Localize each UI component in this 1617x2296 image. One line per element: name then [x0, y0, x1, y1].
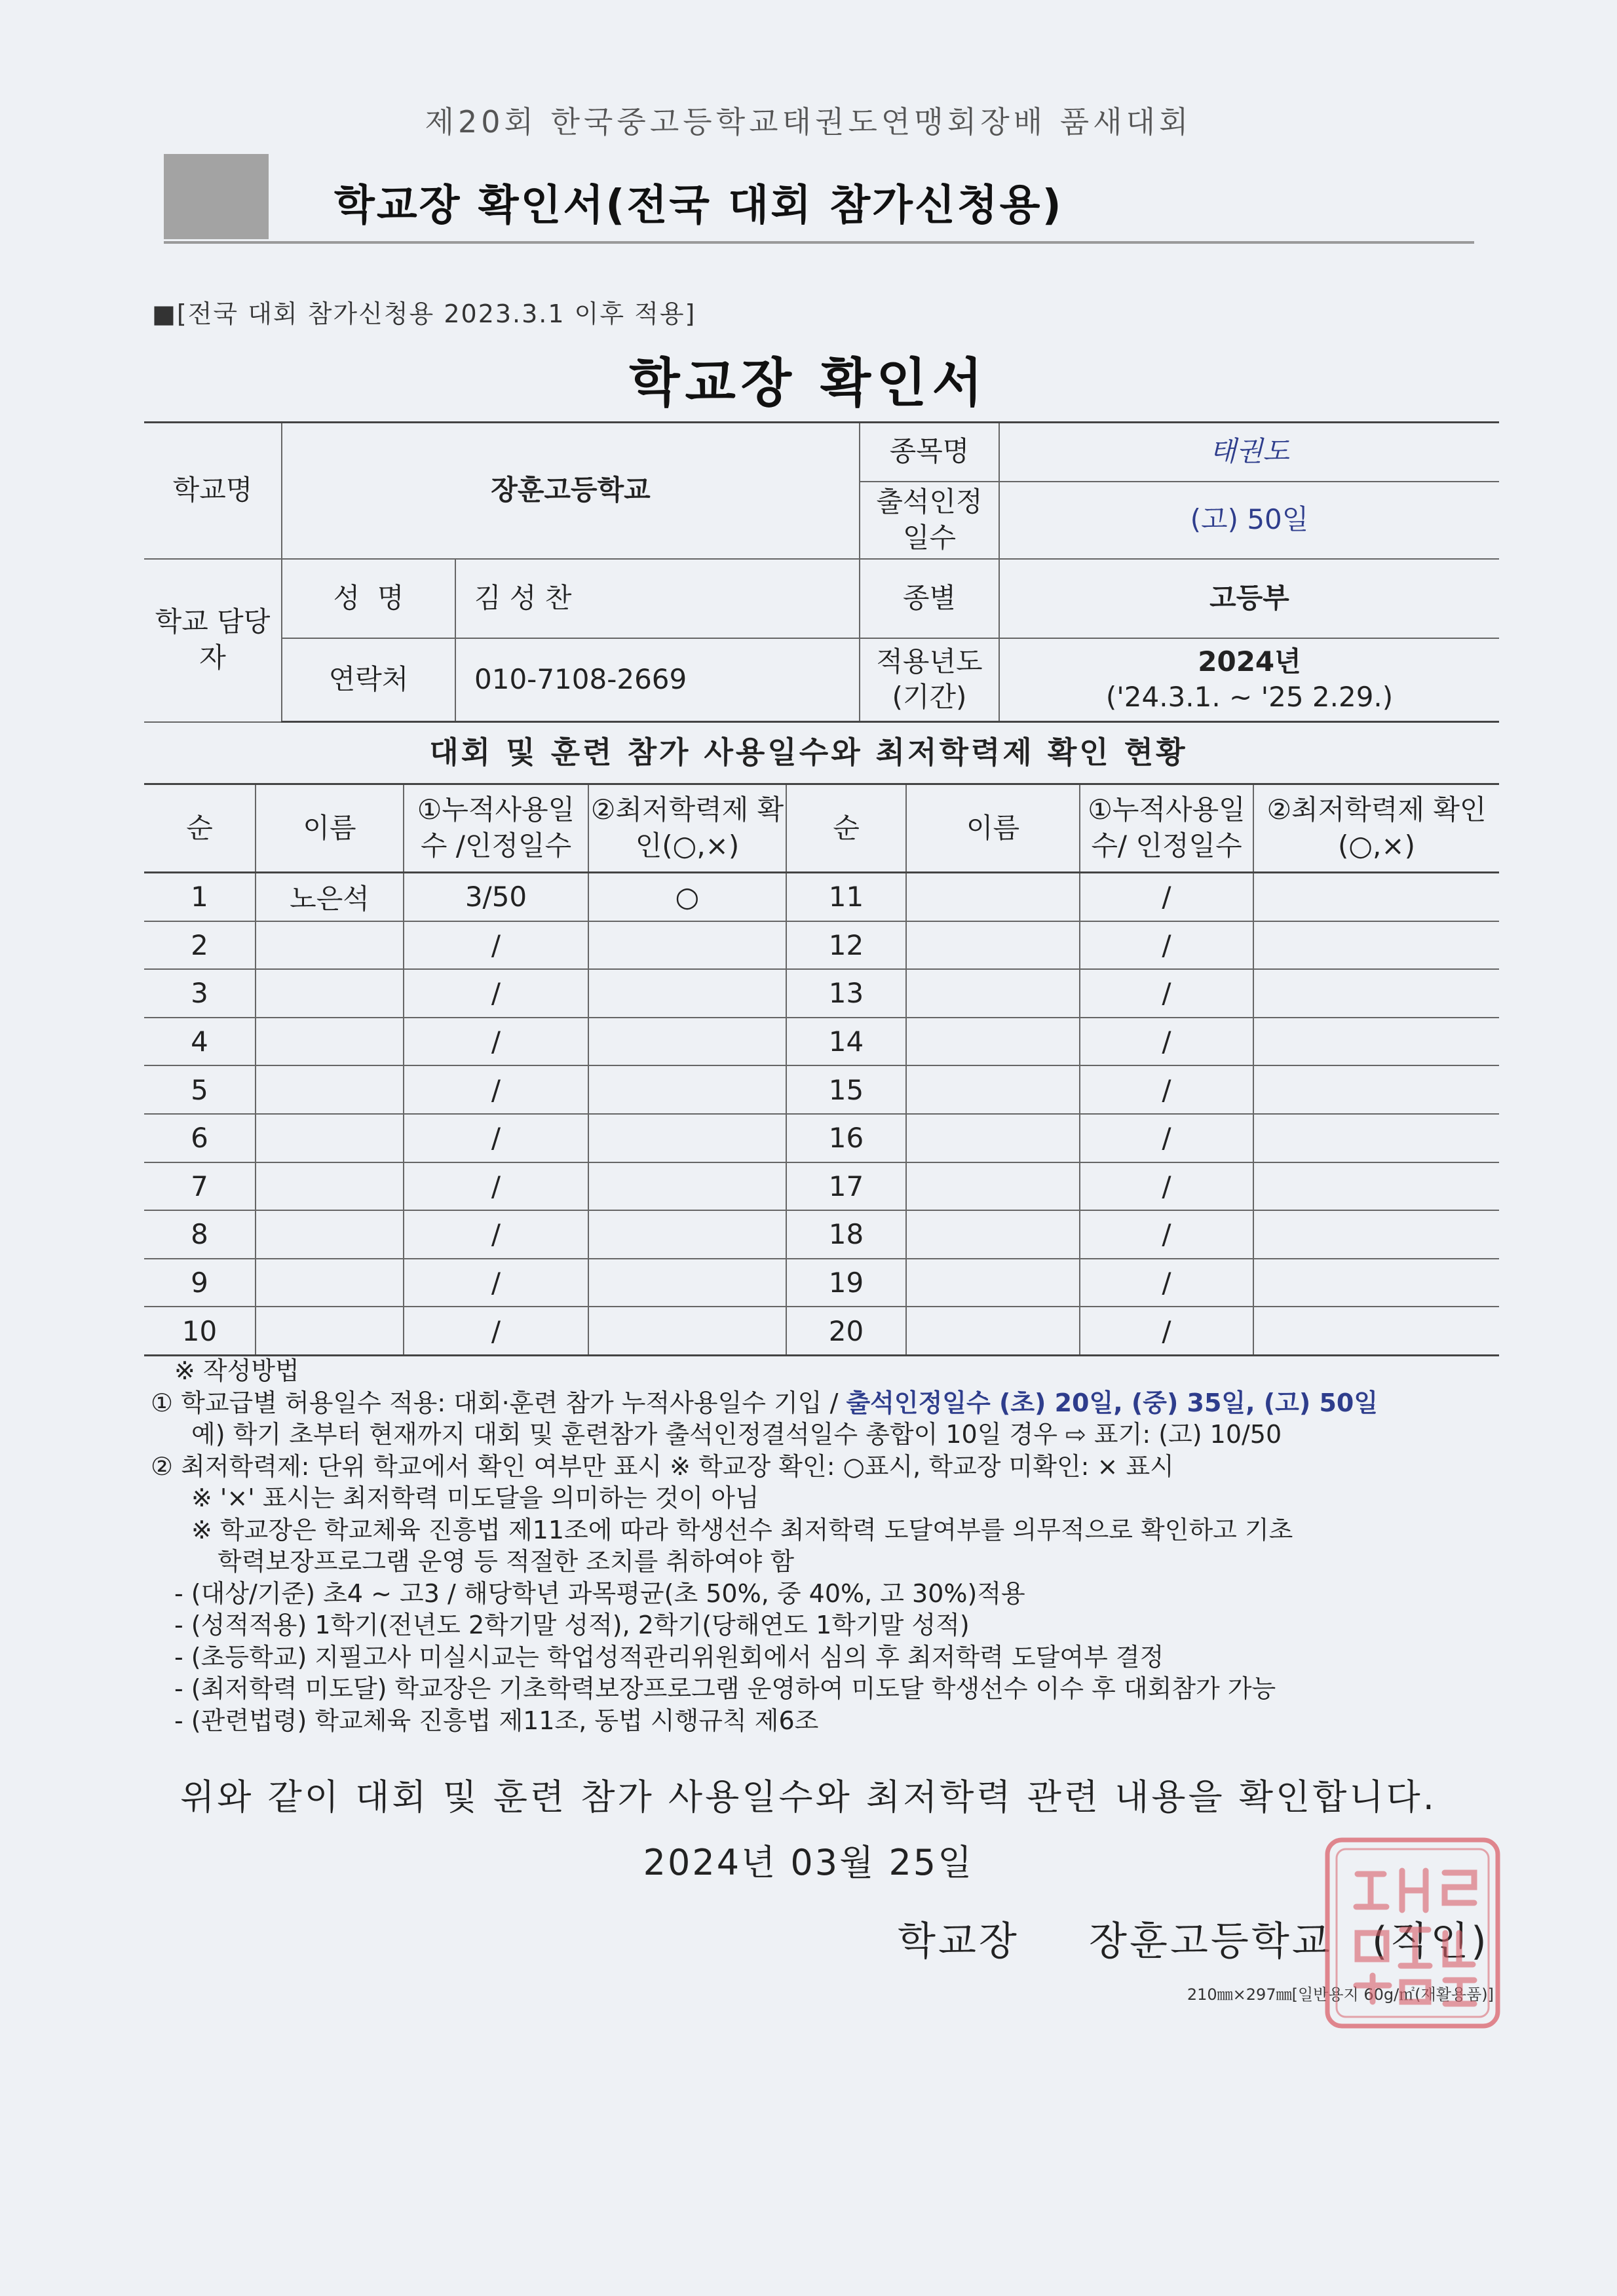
header-check-right: ②최저학력제 확인(○,×): [1253, 784, 1499, 873]
row-no-left: 6: [144, 1114, 256, 1162]
row-name-left: [256, 1307, 404, 1355]
row-days-left: /: [404, 921, 588, 970]
row-check-right: [1253, 1259, 1499, 1307]
division-label: 종별: [860, 559, 999, 638]
school-name-label: 학교명: [144, 423, 282, 559]
row-days-right: /: [1080, 1307, 1253, 1355]
attendance-label-text: 출석인정 일수: [876, 485, 983, 554]
row-no-left: 4: [144, 1018, 256, 1066]
row-name-left: [256, 921, 404, 970]
row-name-left: [256, 1210, 404, 1259]
sport-label: 종목명: [860, 423, 999, 482]
official-seal-stamp: [1323, 1835, 1502, 2031]
name-label: 성 명: [282, 559, 455, 638]
table-row: [144, 1259, 1499, 1307]
phone-value: 010-7108-2669: [455, 638, 860, 722]
row-name-left: [256, 1018, 404, 1066]
row-name-right: [906, 969, 1080, 1018]
detail-5: - (관련법령) 학교체육 진흥법 제11조, 동법 시행규칙 제6조: [174, 1706, 819, 1735]
applicable-note: ■[전국 대회 참가신청용 2023.3.1 이후 적용]: [152, 299, 696, 328]
contact-person-label: 학교 담당자: [144, 559, 282, 722]
table-row: [144, 1065, 1499, 1114]
row-no-left: 1: [144, 873, 256, 921]
division-value: 고등부: [999, 559, 1499, 638]
row-check-right: [1253, 921, 1499, 970]
row-name-left: 노은석: [256, 873, 404, 921]
name-value: 김 성 찬: [455, 559, 860, 638]
header-name-left: 이름: [256, 784, 404, 873]
row-days-right: /: [1080, 1210, 1253, 1259]
athlete-status-table: [144, 783, 1499, 1356]
row-days-left: /: [404, 1307, 588, 1355]
row-days-left: /: [404, 1114, 588, 1162]
row-check-right: [1253, 1162, 1499, 1211]
row-days-left: /: [404, 1210, 588, 1259]
attendance-label: [860, 482, 999, 559]
instructions-heading: ※ 작성방법: [174, 1356, 299, 1385]
table-row: [144, 1210, 1499, 1259]
header-no-right: 순: [786, 784, 906, 873]
row-name-right: [906, 1018, 1080, 1066]
row-no-left: 8: [144, 1210, 256, 1259]
row-no-right: 20: [786, 1307, 906, 1355]
row-days-left: /: [404, 1259, 588, 1307]
row-name-right: [906, 873, 1080, 921]
row-days-right: /: [1080, 1114, 1253, 1162]
row-no-right: 15: [786, 1065, 906, 1114]
detail-2: - (성적적용) 1학기(전년도 2학기말 성적), 2학기(당해연도 1학기말 성적): [174, 1611, 970, 1639]
row-name-right: [906, 1259, 1080, 1307]
row-name-right: [906, 1210, 1080, 1259]
row-no-left: 10: [144, 1307, 256, 1355]
row-check-left: [588, 1210, 786, 1259]
year-label: 적용년도 (기간): [860, 638, 999, 722]
table-row: [144, 1162, 1499, 1211]
row-no-right: 17: [786, 1162, 906, 1211]
row-name-left: [256, 1259, 404, 1307]
sport-value: 태권도: [999, 423, 1499, 482]
instruction-1: [151, 1387, 1527, 1419]
row-check-right: [1253, 873, 1499, 921]
detail-3: - (초등학교) 지필고사 미실시교는 학업성적관리위원회에서 심의 후 최저학력 도달여부 결정: [174, 1642, 1164, 1672]
row-check-right: [1253, 1210, 1499, 1259]
signer-school: 장훈고등학교: [1089, 1919, 1333, 1964]
row-check-left: [588, 1065, 786, 1114]
row-name-right: [906, 1162, 1080, 1211]
table-row: [144, 1018, 1499, 1066]
row-check-left: [588, 1162, 786, 1211]
status-title: 대회 및 훈련 참가 사용일수와 최저학력제 확인 현황: [429, 735, 1188, 770]
header-days-left: ①누적사용일수 /인정일수: [404, 784, 588, 873]
instruction-1-example: 예) 학기 초부터 현재까지 대회 및 훈련참가 출석인정결석일수 총합이 10일 경우 ⇨ 표기: (고) 10/50: [191, 1420, 1282, 1449]
row-check-right: [1253, 1018, 1499, 1066]
instruction-2-note-1: ※ '×' 표시는 최저학력 미도달을 의미하는 것이 아님: [191, 1483, 759, 1512]
school-name-value: 장훈고등학교: [282, 423, 860, 559]
header-check-left: ②최저학력제 확인(○,×): [588, 784, 786, 873]
header-days-right: ①누적사용일수/ 인정일수: [1080, 784, 1253, 873]
row-name-left: [256, 969, 404, 1018]
form-title: 학교장 확인서: [629, 353, 988, 413]
header-gray-block: [164, 154, 269, 239]
instructions: [151, 1355, 1527, 1736]
header-name-right: 이름: [906, 784, 1080, 873]
row-name-left: [256, 1065, 404, 1114]
phone-label: 연락처: [282, 638, 455, 722]
row-no-right: 11: [786, 873, 906, 921]
row-check-left: [588, 1018, 786, 1066]
document-date: 2024년 03월 25일: [643, 1842, 974, 1883]
header-divider: [164, 241, 1474, 244]
instruction-2-note-2b: 학력보장프로그램 운영 등 적절한 조치를 취하여야 함: [218, 1547, 795, 1576]
instruction-1-text: ① 학교급별 허용일수 적용: 대회·훈련 참가 누적사용일수 기입 /: [151, 1388, 847, 1417]
document-title: 학교장 확인서(전국 대회 참가신청용): [334, 182, 1063, 230]
paper-spec: 210㎜×297㎜[일반용지 60g/㎡(재활용품)]: [1187, 1985, 1494, 2004]
row-name-right: [906, 1065, 1080, 1114]
row-days-left: /: [404, 1162, 588, 1211]
row-no-left: 7: [144, 1162, 256, 1211]
period-value: ('24.3.1. ~ '25 2.29.): [1105, 681, 1394, 714]
row-days-right: /: [1080, 969, 1253, 1018]
school-info-table: [144, 421, 1499, 723]
confirmation-text: 위와 같이 대회 및 훈련 참가 사용일수와 최저학력 관련 내용을 확인합니다.: [180, 1776, 1437, 1818]
row-no-right: 13: [786, 969, 906, 1018]
detail-1: - (대상/기준) 초4 ~ 고3 / 해당학년 과목평균(초 50%, 중 40%, 고 30%)적용: [174, 1578, 1025, 1608]
row-check-right: [1253, 1114, 1499, 1162]
row-check-right: [1253, 969, 1499, 1018]
header-no-left: 순: [144, 784, 256, 873]
row-no-left: 5: [144, 1065, 256, 1114]
year-cell: [999, 638, 1499, 722]
row-days-right: /: [1080, 1259, 1253, 1307]
row-no-right: 19: [786, 1259, 906, 1307]
row-check-right: [1253, 1307, 1499, 1355]
row-days-left: /: [404, 1018, 588, 1066]
row-days-right: /: [1080, 921, 1253, 970]
row-days-right: /: [1080, 1162, 1253, 1211]
row-check-left: ○: [588, 873, 786, 921]
row-no-right: 18: [786, 1210, 906, 1259]
row-no-left: 2: [144, 921, 256, 970]
row-no-left: 3: [144, 969, 256, 1018]
detail-4: - (최저학력 미도달) 학교장은 기초학력보장프로그램 운영하여 미도달 학생선수 이수 후 대회참가 가능: [174, 1674, 1276, 1703]
instruction-1-highlight: 출석인정일수 (초) 20일, (중) 35일, (고) 50일: [846, 1388, 1379, 1417]
row-no-left: 9: [144, 1259, 256, 1307]
table-row: [144, 1114, 1499, 1162]
row-days-left: /: [404, 1065, 588, 1114]
row-check-left: [588, 921, 786, 970]
attendance-value: (고) 50일: [999, 482, 1499, 559]
row-check-left: [588, 1259, 786, 1307]
row-days-left: 3/50: [404, 873, 588, 921]
row-no-right: 12: [786, 921, 906, 970]
row-check-right: [1253, 1065, 1499, 1114]
table-row: [144, 969, 1499, 1018]
row-name-right: [906, 1114, 1080, 1162]
row-name-left: [256, 1162, 404, 1211]
instruction-2: ② 최저학력제: 단위 학교에서 확인 여부만 표시 ※ 학교장 확인: ○표시, 학교장 미확인: × 표시: [151, 1451, 1174, 1481]
event-title: 제20회 한국중고등학교태권도연맹회장배 품새대회: [425, 104, 1192, 140]
row-check-left: [588, 1307, 786, 1355]
row-days-right: /: [1080, 1065, 1253, 1114]
row-no-right: 14: [786, 1018, 906, 1066]
row-days-right: /: [1080, 873, 1253, 921]
row-check-left: [588, 1114, 786, 1162]
seal-label: (직인): [1371, 1919, 1489, 1964]
table-row: [144, 921, 1499, 970]
row-name-right: [906, 921, 1080, 970]
row-days-left: /: [404, 969, 588, 1018]
signer-title: 학교장: [898, 1919, 1019, 1964]
row-no-right: 16: [786, 1114, 906, 1162]
row-check-left: [588, 969, 786, 1018]
year-value: 2024년: [1198, 645, 1301, 678]
table-row: [144, 1307, 1499, 1355]
table-row: [144, 873, 1499, 921]
row-days-right: /: [1080, 1018, 1253, 1066]
row-name-right: [906, 1307, 1080, 1355]
instruction-2-note-2: ※ 학교장은 학교체육 진흥법 제11조에 따라 학생선수 최저학력 도달여부를 의무적으로 확인하고 기초: [191, 1515, 1293, 1544]
seal-glyph-strokes: [1356, 1871, 1474, 2004]
row-name-left: [256, 1114, 404, 1162]
